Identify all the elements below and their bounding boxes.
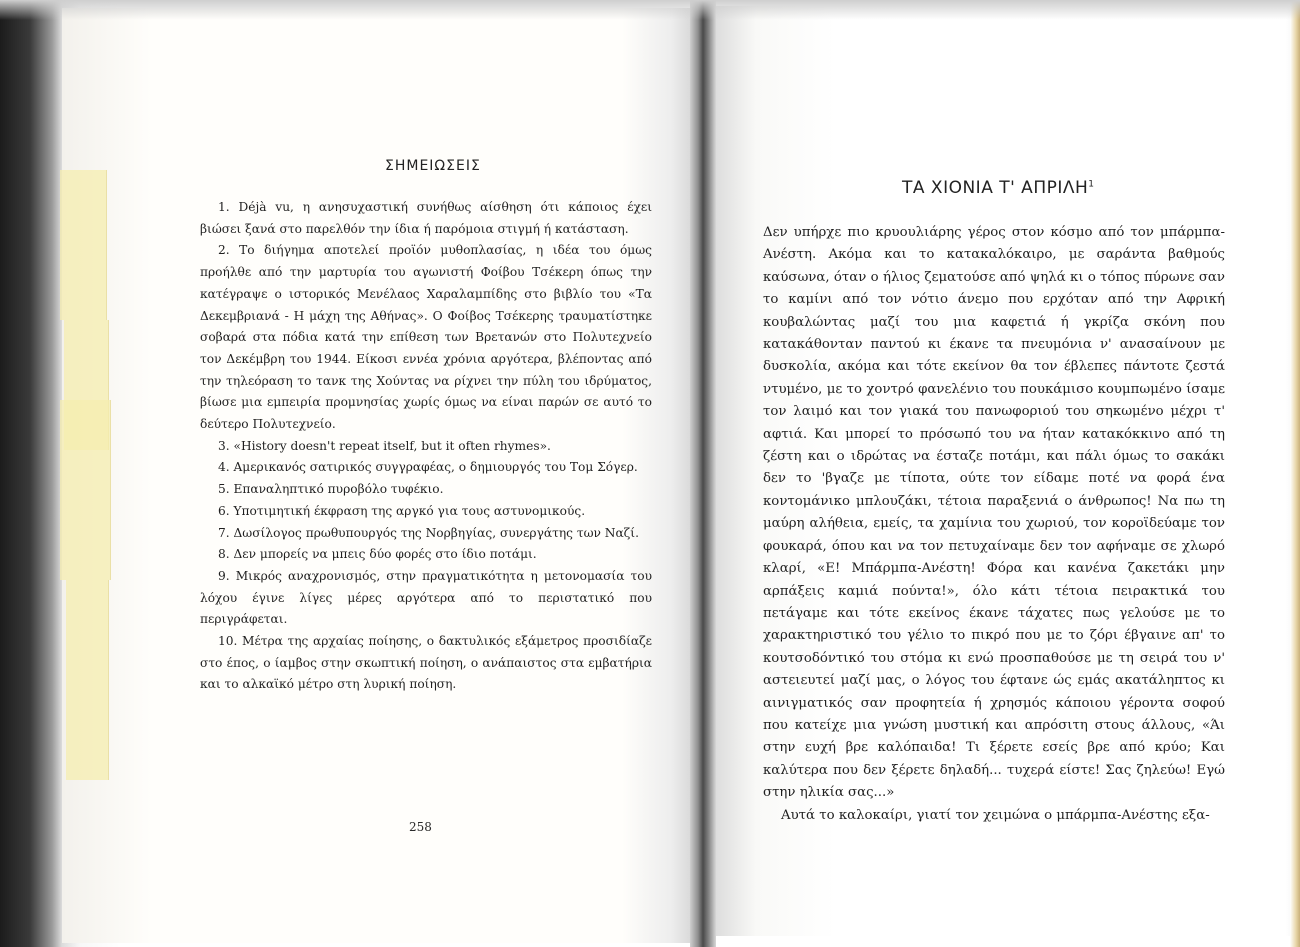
story-paragraph: Αυτά το καλοκαίρι, γιατί τον χειμώνα ο μπάρμπα-Ανέστης εξα-: [781, 807, 1210, 823]
notes-list: [200, 197, 652, 696]
story-body: [763, 222, 1225, 827]
sticky-note-tabs: [60, 170, 110, 810]
note-item: 1. Déjà vu, η ανησυχαστική συνήθως αίσθηση ότι κάποιος έχει βιώσει ξανά στο παρελθόν την ίδια ή παρόμοια στιγμή ή κατάσταση.: [200, 200, 652, 236]
note-item: 2. Το διήγημα αποτελεί προϊόν μυθοπλασίας, η ιδέα του όμως προήλθε από την μαρτυρία του αγωνιστή Φοίβου Τσέκερη όπως την κατέγραψε ο ιστορικός Μενέλαος Χαραλαμπίδης στο βιβλίο του «Τα Δεκεμβριανά - Η μάχη της Αθήνας». Ο Φοίβος Τσέκερης τραυματίστηκε σοβαρά στα πόδια κατά την επίθεση των Βρετανών στο Πολυτεχνείο τον Δεκέμβρη του 1944. Είκοσι εννέα χρόνια αργότερα, βλέποντας από την τηλεόραση το τανκ της Χούντας να ρίχνει την πύλη του ιδρύματος, βίωσε μια εμπειρία προμνησίας χωρίς όμως να είναι παρών σε αυτό το δεύτερο Πολυτεχνείο.: [200, 243, 652, 432]
page-edge: [1290, 0, 1300, 947]
title-footnote-marker: 1: [1088, 179, 1095, 190]
sticky-note-tab: [60, 400, 111, 580]
note-item: 3. «History doesn't repeat itself, but it often rhymes».: [218, 438, 551, 453]
note-item: 6. Υποτιμητική έκφραση της αργκό για τους αστυνομικούς.: [218, 503, 586, 518]
book-gutter: [690, 0, 716, 947]
note-item: 5. Επαναληπτικό πυροβόλο τυφέκιο.: [218, 482, 444, 497]
story-title: [902, 178, 1095, 198]
note-item: 4. Αμερικανός σατιρικός συγγραφέας, ο δημιουργός του Τομ Σόγερ.: [218, 460, 638, 475]
top-shadow: [0, 0, 1300, 20]
story-title-text: ΤΑ ΧΙΟΝΙΑ Τ' ΑΠΡΙΛΗ: [902, 178, 1089, 198]
story-paragraph: Δεν υπήρχε πιο κρυουλιάρης γέρος στον κόσμο από τον μπάρμπα-Ανέστη. Ακόμα και το κατακαλόκαιρο, με σαράντα βαθμούς καύσωνα, όταν ο ήλιος ζεματούσε από ψηλά κι ο τόπος πύρωνε σαν το καμίνι από τον νότιο άνεμο που ερχόταν από την Αφρική κουβαλώντας μαζί του μια καφετιά ή γκρίζα σκόνη που κατακάθονταν παντού κι έκανε τα πνευμόνια ν' ανασαίνουν με δυσκολία, ακόμα και τότε εκείνον θα τον έβλεπες πάντοτε ζεστά ντυμένο, με το χοντρό φανελένιο του πουκάμισο κουμπωμένο ίσαμε τον λαιμό και τον γιακά του πανωφοριού του σηκωμένο μέχρι τ' αφτιά. Και μπορεί το πρόσωπό του να ήταν κατακόκκινο από τη ζέστη και ο ιδρώτας να έσταζε ποτάμι, και πάλι όμως το σακάκι δεν το 'βγαζε με τίποτα, ούτε τον είδαμε ποτέ να φορά ένα κοντομάνικο μπλουζάκι, τέτοια παραξενιά ο άνθρωπος! Να πω τη μαύρη αλήθεια, εμείς, τα χαμίνια του χωριού, τον κοροϊδεύαμε τον φουκαρά, όπου και να τον πετυχαίναμε δεν τον αφήναμε σε χλωρό κλαρί, «Ε! Μπάρμπα-Ανέστη! Φόρα και κανένα ζακετάκι μην αρπάξεις καμιά πούντα!», όλο κάτι τέτοια πειρακτικά του πετάγαμε και τότε εκείνος έκανε τάχατες πως γελούσε με το χαρακτηριστικό του γέλιο το πικρό που με το ζόρι έβγαινε απ' το κουτσοδόντικό του στόμα κι ενώ προσπαθούσε με τη σειρά του ν' αστειευτεί μαζί μας, ο λόγος του έφτανε ώς εμάς ακατάληπτος κι αινιγματικός σαν προφητεία ή χρησμός κάποιου γέροντα σοφού που κατείχε μια γνώση μυστική και απρόσιτη στους άλλους, «Άι στην ευχή βρε καλόπαιδα! Τι ξέρετε εσείς βρε από κρύο; Και καλύτερα που δεν ξέρετε δηλαδή... τυχερά είστε! Σας ζηλεύω! Εγώ στην ηλικία σας...»: [763, 225, 1225, 801]
note-item: 9. Μικρός αναχρονισμός, στην πραγματικότητα η μετονομασία του λόχου έγινε λίγες μέρες αργότερα από το περιστατικό που περιγράφεται.: [200, 568, 652, 627]
note-item: 10. Μέτρα της αρχαίας ποίησης, ο δακτυλικός εξάμετρος προσιδίαζε στο έπος, ο ίαμβος στην σκωπτική ποίηση, ο ανάπαιστος στα εμβατήρια και το αλκαϊκό μέτρο στη λυρική ποίηση.: [200, 634, 652, 692]
note-item: 8. Δεν μπορείς να μπεις δύο φορές στο ίδιο ποτάμι.: [218, 547, 537, 562]
sticky-note-tab: [60, 170, 107, 320]
note-item: 7. Δωσίλογος πρωθυπουργός της Νορβηγίας, συνεργάτης των Ναζί.: [218, 525, 639, 540]
notes-heading: ΣΗΜΕΙΩΣΕΙΣ: [385, 158, 481, 174]
page-number: 258: [409, 820, 432, 834]
sticky-note-tab: [66, 580, 109, 780]
